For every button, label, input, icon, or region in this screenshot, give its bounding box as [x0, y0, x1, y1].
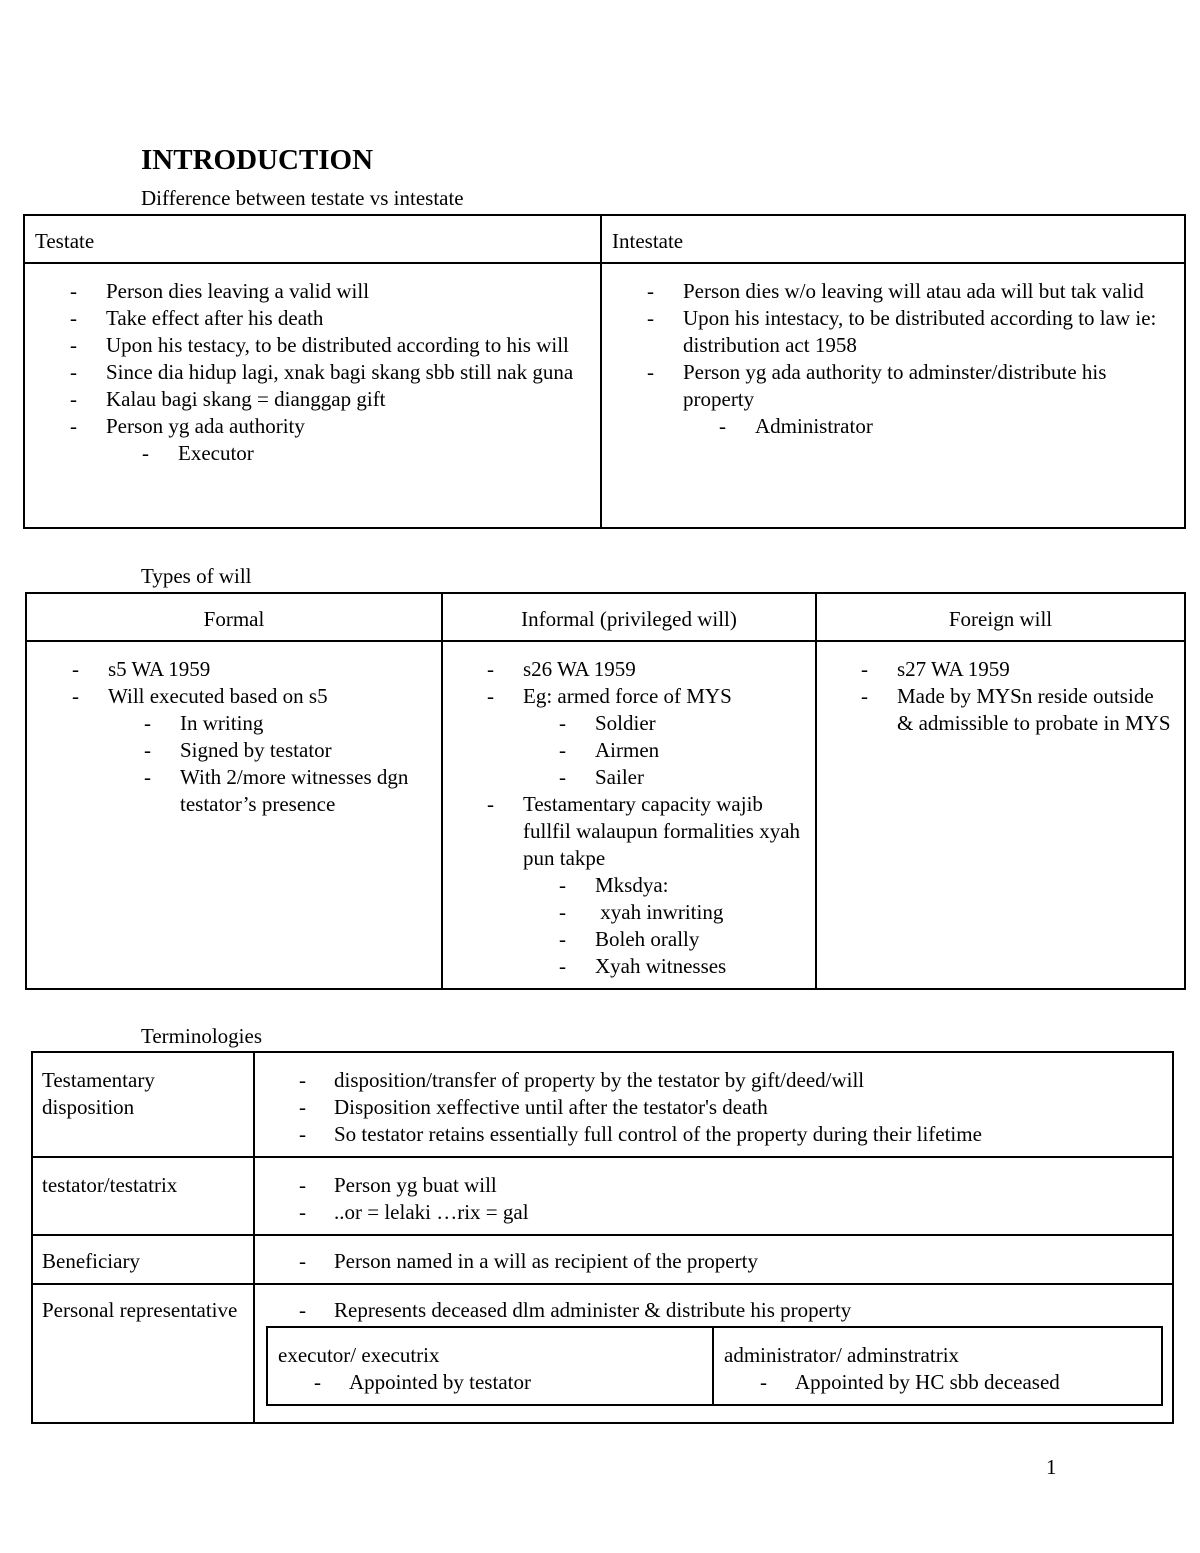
- caption-difference: Difference between testate vs intestate: [141, 186, 464, 210]
- list-item: - Since dia hidup lagi, xnak bagi skang sbb still nak guna: [70, 359, 590, 386]
- list-item: - Will executed based on s5 - In writing - Signed by testator - With 2/more witnesses dgn testator’s presence: [72, 683, 431, 818]
- term-cell: Beneficiary: [32, 1235, 254, 1284]
- list-item: - s27 WA 1959: [861, 656, 1174, 683]
- list-item: - Made by MYSn reside outside & admissible to probate in MYS: [861, 683, 1174, 737]
- header-informal: Informal (privileged will): [442, 593, 816, 641]
- executor-title: executor/ executrix: [278, 1343, 440, 1367]
- testate-intestate-table: [23, 214, 1186, 529]
- list-item: - Person yg ada authority to adminster/distribute his property - Administrator: [647, 359, 1174, 440]
- sub-list-item: - In writing: [144, 710, 431, 737]
- list-item: - Appointed by testator: [314, 1369, 702, 1396]
- sub-list-item: - Airmen: [559, 737, 805, 764]
- informal-cell: [442, 641, 816, 989]
- definition-cell: [254, 1052, 1173, 1157]
- testate-cell: [24, 263, 601, 528]
- list-item: - Represents deceased dlm administer & distribute his property: [299, 1297, 1162, 1324]
- sub-list-item: - Administrator: [719, 413, 1174, 440]
- types-of-will-table: [25, 592, 1186, 990]
- caption-types: Types of will: [141, 564, 252, 588]
- page-heading: INTRODUCTION: [141, 144, 374, 176]
- sub-list-item: - xyah inwriting: [559, 899, 805, 926]
- sub-list-item: - Xyah witnesses: [559, 953, 805, 980]
- list-item: - Upon his testacy, to be distributed according to his will: [70, 332, 590, 359]
- sub-list-item: - Executor: [142, 440, 590, 467]
- header-formal: Formal: [26, 593, 442, 641]
- executor-cell: [267, 1327, 713, 1405]
- sub-list-item: - Mksdya:: [559, 872, 805, 899]
- sub-list-item: - Soldier: [559, 710, 805, 737]
- term-cell: testator/testatrix: [32, 1157, 254, 1235]
- list-item: - Kalau bagi skang = dianggap gift: [70, 386, 590, 413]
- list-item: - Person named in a will as recipient of the property: [299, 1248, 1162, 1275]
- representative-types-table: [266, 1326, 1163, 1406]
- definition-cell: [254, 1284, 1173, 1423]
- caption-terminologies: Terminologies: [141, 1024, 263, 1048]
- list-item: - Person dies leaving a valid will: [70, 278, 590, 305]
- list-item: - Person dies w/o leaving will atau ada will but tak valid: [647, 278, 1174, 305]
- list-item: - Take effect after his death: [70, 305, 590, 332]
- term-cell: Personal representative: [32, 1284, 254, 1423]
- terminologies-table: [31, 1051, 1174, 1424]
- sub-list-item: - Sailer: [559, 764, 805, 791]
- list-item: - Testamentary capacity wajib fullfil walaupun formalities xyah pun takpe - Mksdya: - xyah inwriting - Boleh orally - Xyah witnesses: [487, 791, 805, 980]
- intestate-cell: [601, 263, 1185, 528]
- page-number: 1: [1046, 1455, 1057, 1479]
- list-item: - s5 WA 1959: [72, 656, 431, 683]
- header-testate: Testate: [24, 215, 601, 263]
- list-item: - Appointed by HC sbb deceased: [760, 1369, 1151, 1396]
- list-item: - Disposition xeffective until after the testator's death: [299, 1094, 1162, 1121]
- formal-cell: [26, 641, 442, 989]
- term-cell: Testamentary disposition: [32, 1052, 254, 1157]
- sub-list-item: - Signed by testator: [144, 737, 431, 764]
- header-intestate: Intestate: [601, 215, 1185, 263]
- list-item: - Person yg buat will: [299, 1172, 1162, 1199]
- list-item: - Person yg ada authority - Executor: [70, 413, 590, 467]
- definition-cell: [254, 1235, 1173, 1284]
- sub-list-item: - Boleh orally: [559, 926, 805, 953]
- administrator-title: administrator/ adminstratrix: [724, 1343, 960, 1367]
- foreign-cell: [816, 641, 1185, 989]
- list-item: - disposition/transfer of property by the testator by gift/deed/will: [299, 1067, 1162, 1094]
- header-foreign: Foreign will: [816, 593, 1185, 641]
- list-item: - s26 WA 1959: [487, 656, 805, 683]
- list-item: - Upon his intestacy, to be distributed according to law ie: distribution act 1958: [647, 305, 1174, 359]
- list-item: - So testator retains essentially full control of the property during their lifetime: [299, 1121, 1162, 1148]
- administrator-cell: [713, 1327, 1162, 1405]
- list-item: - ..or = lelaki …rix = gal: [299, 1199, 1162, 1226]
- list-item: - Eg: armed force of MYS - Soldier - Airmen - Sailer: [487, 683, 805, 791]
- definition-cell: [254, 1157, 1173, 1235]
- sub-list-item: - With 2/more witnesses dgn testator’s presence: [144, 764, 431, 818]
